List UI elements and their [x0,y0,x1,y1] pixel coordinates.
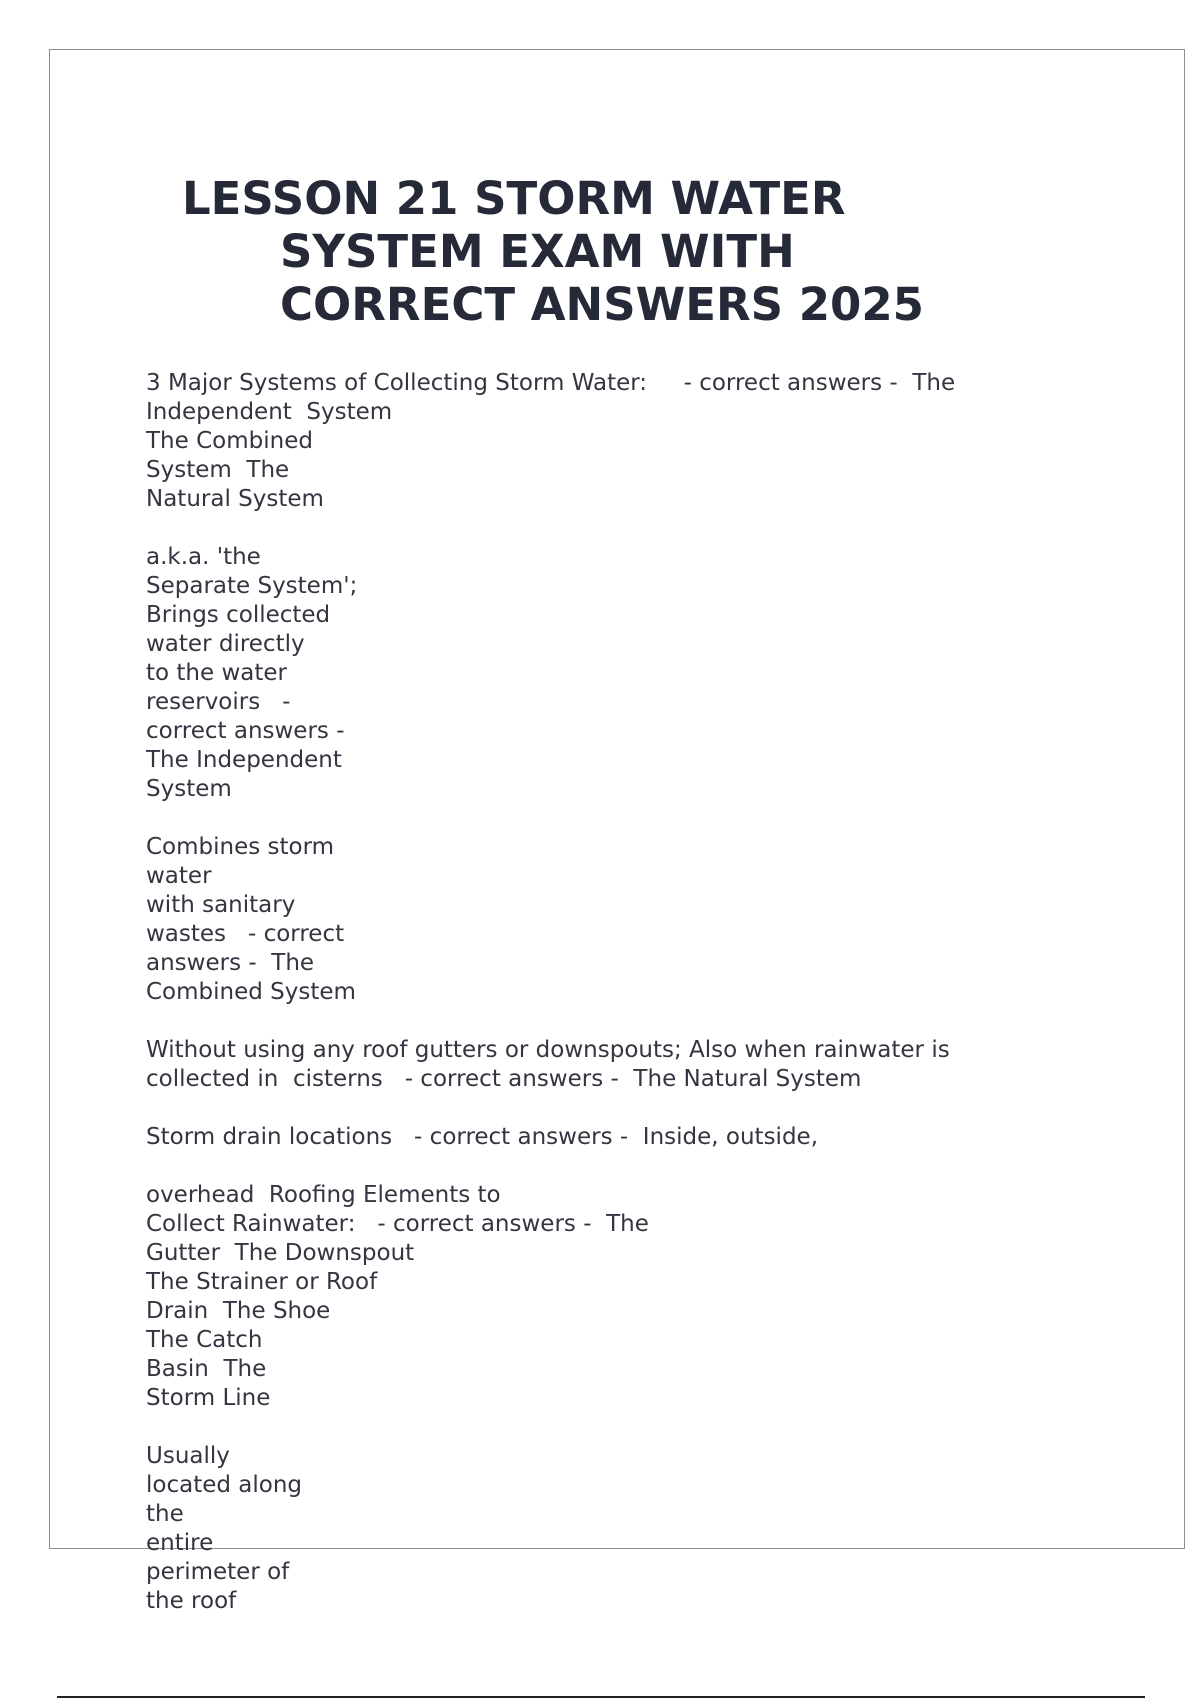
qa-entry-independent-system: a.k.a. 'the Separate System'; Brings collected water directly to the water reservoirs - correct answers - The Independent System [146,544,358,802]
document-body [146,369,1046,1614]
document-title [0,172,1200,331]
qa-entry-roofing-elements: overhead Roofing Elements to Collect Rainwater: - correct answers - The Gutter The Downspout The Strainer or Roof Drain The Shoe The Catch Basin The Storm Line [146,1182,649,1411]
qa-entry-combined-system: Combines storm water with sanitary wastes - correct answers - The Combined System [146,834,356,1005]
title-line-1: LESSON 21 STORM WATER [182,172,846,225]
qa-entry-major-systems: 3 Major Systems of Collecting Storm Water: - correct answers - The Independent System The Combined System The Natural System [146,370,956,512]
title-line-2: SYSTEM EXAM WITH [280,225,795,278]
qa-entry-natural-system: Without using any roof gutters or downspouts; Also when rainwater is collected in cisterns - correct answers - The Natural System [146,1037,950,1092]
footer-rule [57,1696,1145,1698]
title-line-3: CORRECT ANSWERS 2025 [280,278,924,331]
qa-entry-gutter-location: Usually located along the entire perimeter of the roof [146,1443,303,1614]
qa-entry-storm-drain-locations: Storm drain locations - correct answers - Inside, outside, [146,1124,819,1150]
